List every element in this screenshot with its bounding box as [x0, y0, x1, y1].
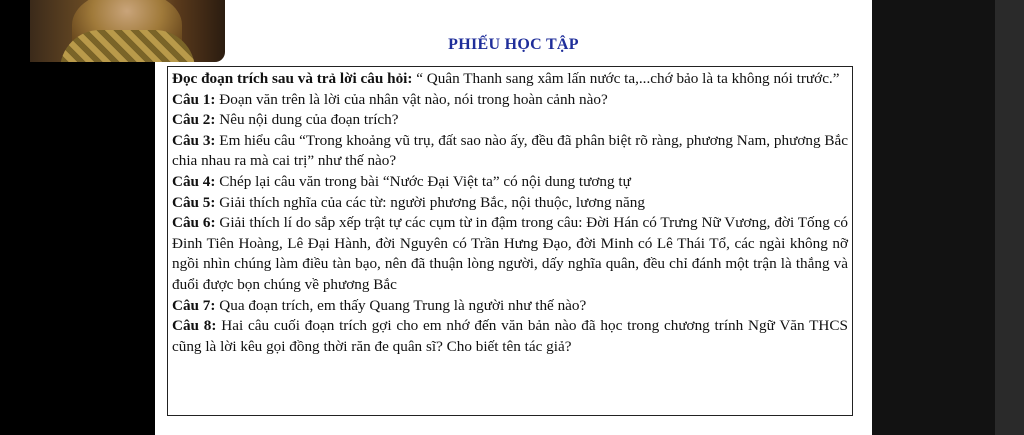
question-label: Câu 5: — [172, 193, 216, 211]
question-6 — [172, 213, 848, 295]
question-label: Câu 1: — [172, 90, 216, 108]
question-text: Chép lại câu văn trong bài “Nước Đại Việt ta” có nội dung tương tự — [215, 172, 631, 190]
question-text: Qua đoạn trích, em thấy Quang Trung là người như thế nào? — [215, 296, 587, 314]
question-text: Nêu nội dung của đoạn trích? — [215, 111, 399, 129]
question-text: Giải thích nghĩa của các từ: người phương Bắc, nội thuộc, lương năng — [215, 193, 645, 211]
question-text: Hai câu cuối đoạn trích gợi cho em nhớ đến văn bản nào đã học trong chương trính Ngữ Văn THCS cũng là lời kêu gọi đồng thời răn đe quân sĩ? Cho biết tên tác giả? — [172, 317, 848, 355]
worksheet-title: PHIẾU HỌC TẬP — [448, 36, 579, 53]
question-2 — [172, 110, 848, 131]
question-4 — [172, 172, 848, 193]
question-label: Câu 6: — [172, 214, 216, 232]
intro-lead: Đọc đoạn trích sau và trả lời câu hỏi: — [172, 70, 413, 87]
question-text: Đoạn văn trên là lời của nhân vật nào, nói trong hoàn cảnh nào? — [215, 90, 608, 108]
question-1 — [172, 90, 848, 111]
question-8 — [172, 316, 848, 357]
question-text: Em hiểu câu “Trong khoảng vũ trụ, đất sao nào ấy, đều đã phân biệt rõ ràng, phương Nam, phương Bắc chia nhau ra mà cai trị” như thế nào? — [172, 131, 848, 170]
left-side-panel — [30, 60, 155, 435]
left-frame-bar — [0, 0, 30, 435]
question-label: Câu 8: — [172, 317, 217, 335]
worksheet-box — [167, 66, 853, 416]
question-7 — [172, 296, 848, 317]
question-text: Giải thích lí do sắp xếp trật tự các cụm từ in đậm trong câu: Đời Hán có Trưng Nữ Vương, đời Tống có Đinh Tiên Hoàng, Lê Đại Hành, đời Nguyên có Trần Hưng Đạo, đời Minh có Lê Thái Tổ, các ngài không nỡ ngồi nhìn chúng làm điều tàn bạo, nên đã thuận lòng người, dấy nghĩa quân, đều chỉ đánh một trận là thắng và đuổi được bọn chúng về phương Bắc — [172, 214, 848, 293]
question-3 — [172, 131, 848, 172]
right-scroll-strip — [995, 0, 1024, 435]
question-label: Câu 4: — [172, 172, 216, 190]
intro-quote: “ Quân Thanh sang xâm lấn nước ta,...chớ bảo là ta không nói trước.” — [412, 70, 840, 87]
intro-paragraph — [172, 69, 848, 90]
question-label: Câu 2: — [172, 111, 216, 129]
question-5 — [172, 193, 848, 214]
question-label: Câu 3: — [172, 131, 216, 149]
question-label: Câu 7: — [172, 296, 216, 314]
